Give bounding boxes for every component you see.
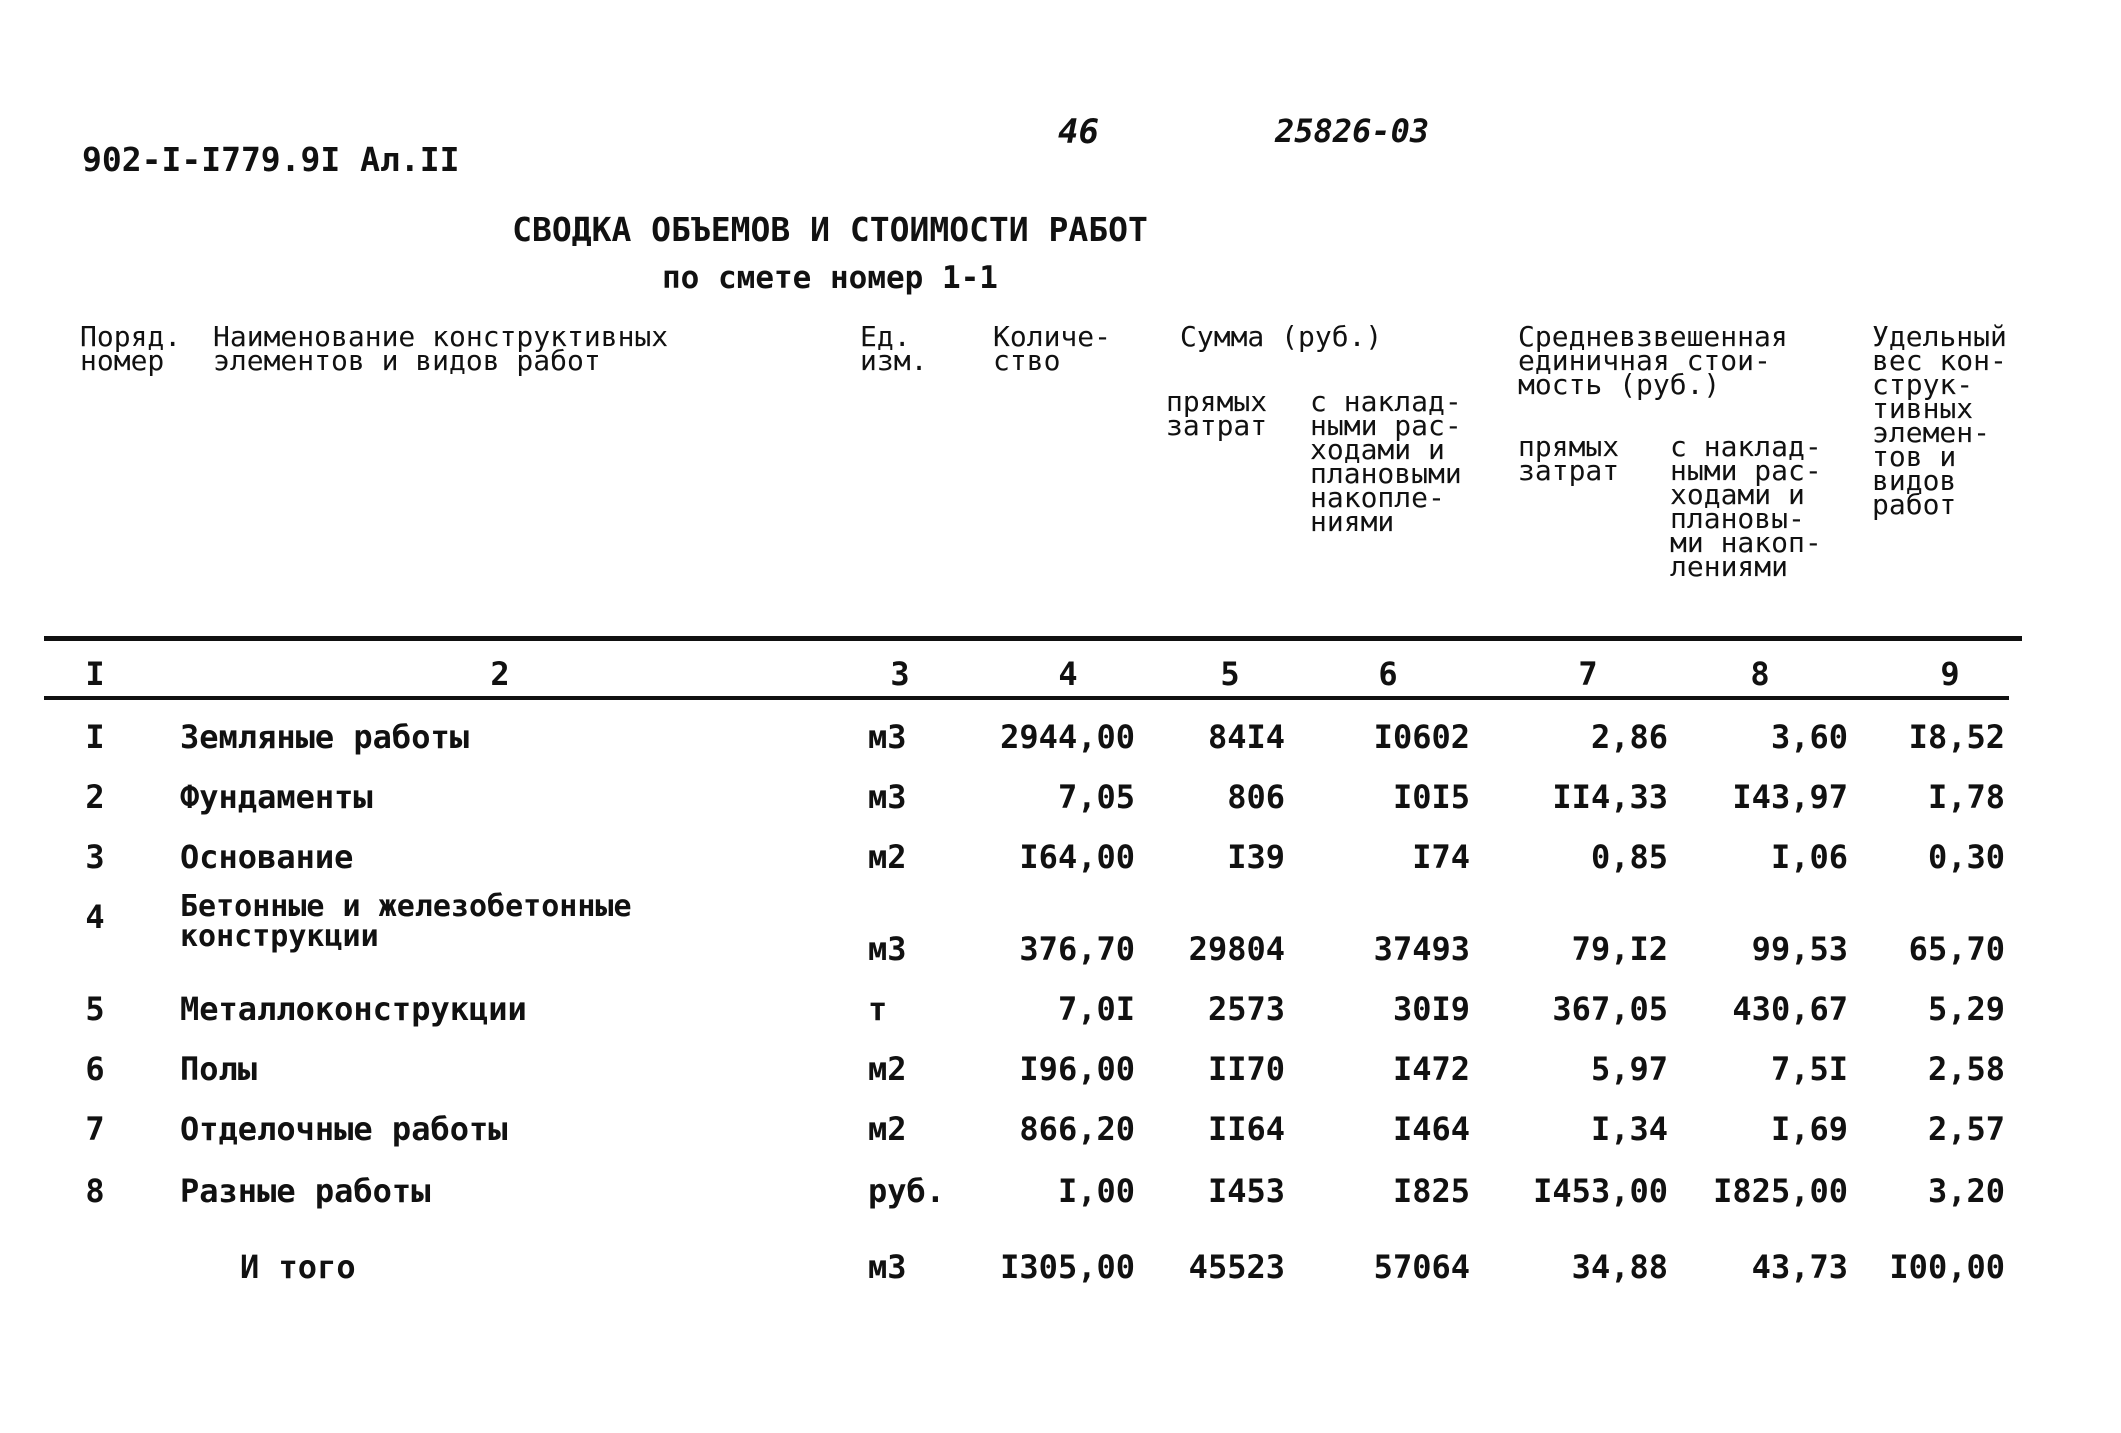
row-name: Металлоконструкции xyxy=(180,990,527,1028)
row-avg-direct: 2,86 xyxy=(1590,718,1668,756)
row-avg-overhead: 3,60 xyxy=(1770,718,1848,756)
row-name: Разные работы xyxy=(180,1172,431,1210)
row-number: 4 xyxy=(85,898,105,936)
row-quantity: 376,70 xyxy=(1019,930,1135,968)
header-sum-group: Сумма (руб.) xyxy=(1180,320,1383,353)
row-name: Полы xyxy=(180,1050,258,1088)
total-unit: м3 xyxy=(868,1248,907,1286)
column-number: I xyxy=(85,655,105,693)
row-avg-direct: 5,97 xyxy=(1590,1050,1668,1088)
row-number: 2 xyxy=(85,778,105,816)
document-code: 902-I-I779.9I Ал.II xyxy=(82,140,460,179)
header-element-name: Наименование конструктивных элементов и видов работ xyxy=(213,320,669,377)
row-share: 3,20 xyxy=(1927,1172,2005,1210)
row-avg-overhead: I,06 xyxy=(1770,838,1848,876)
row-quantity: 866,20 xyxy=(1019,1110,1135,1148)
page-number: 46 xyxy=(1058,112,1099,152)
total-name: И того xyxy=(240,1248,356,1286)
row-unit: м2 xyxy=(868,1050,907,1088)
column-number: 8 xyxy=(1750,655,1770,693)
total-overhead-sum: 57064 xyxy=(1373,1248,1470,1286)
column-number: 4 xyxy=(1058,655,1078,693)
header-avg-direct: прямых затрат xyxy=(1518,430,1620,487)
row-number: 3 xyxy=(85,838,105,876)
total-avg-direct: 34,88 xyxy=(1571,1248,1668,1286)
row-number: 7 xyxy=(85,1110,105,1148)
row-number: 6 xyxy=(85,1050,105,1088)
row-name: Бетонные и железобетонные конструкции xyxy=(180,889,632,954)
row-share: 2,57 xyxy=(1927,1110,2005,1148)
sheet-number: 25826-03 xyxy=(1275,112,1430,150)
row-quantity: 7,05 xyxy=(1057,778,1135,816)
row-avg-overhead: I825,00 xyxy=(1713,1172,1848,1210)
row-unit: м3 xyxy=(868,778,907,816)
row-overhead-sum: I464 xyxy=(1392,1110,1470,1148)
header-quantity: Количе- ство xyxy=(993,320,1112,377)
row-avg-overhead: 430,67 xyxy=(1732,990,1848,1028)
row-quantity: I64,00 xyxy=(1019,838,1135,876)
document-title: СВОДКА ОБЪЕМОВ И СТОИМОСТИ РАБОТ xyxy=(512,210,1148,249)
header-sum-overhead: с наклад- ными рас- ходами и плановыми накопле- ниями xyxy=(1310,385,1462,538)
column-number: 5 xyxy=(1220,655,1240,693)
row-direct-sum: 2573 xyxy=(1207,990,1285,1028)
total-share: I00,00 xyxy=(1889,1248,2005,1286)
row-share: 0,30 xyxy=(1927,838,2005,876)
row-avg-overhead: 7,5I xyxy=(1770,1050,1848,1088)
total-direct-sum: 45523 xyxy=(1188,1248,1285,1286)
row-quantity: 2944,00 xyxy=(1000,718,1135,756)
row-overhead-sum: I0602 xyxy=(1373,718,1470,756)
header-unit: Ед. изм. xyxy=(860,320,928,377)
row-unit: т xyxy=(868,990,888,1028)
column-number: 6 xyxy=(1378,655,1398,693)
row-quantity: 7,0I xyxy=(1057,990,1135,1028)
row-avg-overhead: I,69 xyxy=(1770,1110,1848,1148)
row-overhead-sum: I74 xyxy=(1412,838,1470,876)
row-avg-direct: 367,05 xyxy=(1552,990,1668,1028)
header-avg-overhead: с наклад- ными рас- ходами и плановы- ми накоп- лениями xyxy=(1670,430,1822,583)
row-share: 65,70 xyxy=(1908,930,2005,968)
row-direct-sum: II64 xyxy=(1207,1110,1285,1148)
row-direct-sum: 806 xyxy=(1227,778,1285,816)
row-avg-direct: II4,33 xyxy=(1552,778,1668,816)
row-unit: м2 xyxy=(868,838,907,876)
row-overhead-sum: I825 xyxy=(1392,1172,1470,1210)
column-number: 7 xyxy=(1578,655,1598,693)
total-quantity: I305,00 xyxy=(1000,1248,1135,1286)
row-direct-sum: II70 xyxy=(1207,1050,1285,1088)
row-avg-direct: I,34 xyxy=(1590,1110,1668,1148)
row-unit: м3 xyxy=(868,718,907,756)
row-unit: м2 xyxy=(868,1110,907,1148)
document-subtitle: по смете номер 1-1 xyxy=(662,260,998,296)
row-direct-sum: I453 xyxy=(1207,1172,1285,1210)
row-quantity: I96,00 xyxy=(1019,1050,1135,1088)
row-avg-direct: 79,I2 xyxy=(1571,930,1668,968)
header-order-number: Поряд. номер xyxy=(80,320,182,377)
header-share: Удельный вес кон- струк- тивных элемен- тов и видов работ xyxy=(1872,320,2007,521)
row-number: 8 xyxy=(85,1172,105,1210)
row-unit: м3 xyxy=(868,930,907,968)
header-rule-top xyxy=(44,636,2022,641)
row-unit: руб. xyxy=(868,1172,946,1210)
row-direct-sum: 29804 xyxy=(1188,930,1285,968)
row-overhead-sum: 37493 xyxy=(1373,930,1470,968)
row-name: Отделочные работы xyxy=(180,1110,508,1148)
column-number: 3 xyxy=(890,655,910,693)
row-number: 5 xyxy=(85,990,105,1028)
row-share: I8,52 xyxy=(1908,718,2005,756)
row-name: Фундаменты xyxy=(180,778,373,816)
column-number: 2 xyxy=(490,655,510,693)
row-avg-overhead: 99,53 xyxy=(1751,930,1848,968)
total-avg-overhead: 43,73 xyxy=(1751,1248,1848,1286)
row-number: I xyxy=(85,718,105,756)
row-share: I,78 xyxy=(1927,778,2005,816)
header-sum-direct: прямых затрат xyxy=(1166,385,1268,442)
row-share: 2,58 xyxy=(1927,1050,2005,1088)
row-share: 5,29 xyxy=(1927,990,2005,1028)
row-direct-sum: 84I4 xyxy=(1207,718,1285,756)
row-avg-direct: I453,00 xyxy=(1533,1172,1668,1210)
row-avg-direct: 0,85 xyxy=(1590,838,1668,876)
header-avg-group: Средневзвешенная единичная стои- мость (руб.) xyxy=(1518,320,1788,401)
row-overhead-sum: 30I9 xyxy=(1392,990,1470,1028)
column-number: 9 xyxy=(1940,655,1960,693)
row-name: Основание xyxy=(180,838,354,876)
row-overhead-sum: I472 xyxy=(1392,1050,1470,1088)
row-name: Земляные работы xyxy=(180,718,469,756)
header-rule-bottom xyxy=(44,696,2009,700)
row-direct-sum: I39 xyxy=(1227,838,1285,876)
row-overhead-sum: I0I5 xyxy=(1392,778,1470,816)
row-avg-overhead: I43,97 xyxy=(1732,778,1848,816)
row-quantity: I,00 xyxy=(1057,1172,1135,1210)
